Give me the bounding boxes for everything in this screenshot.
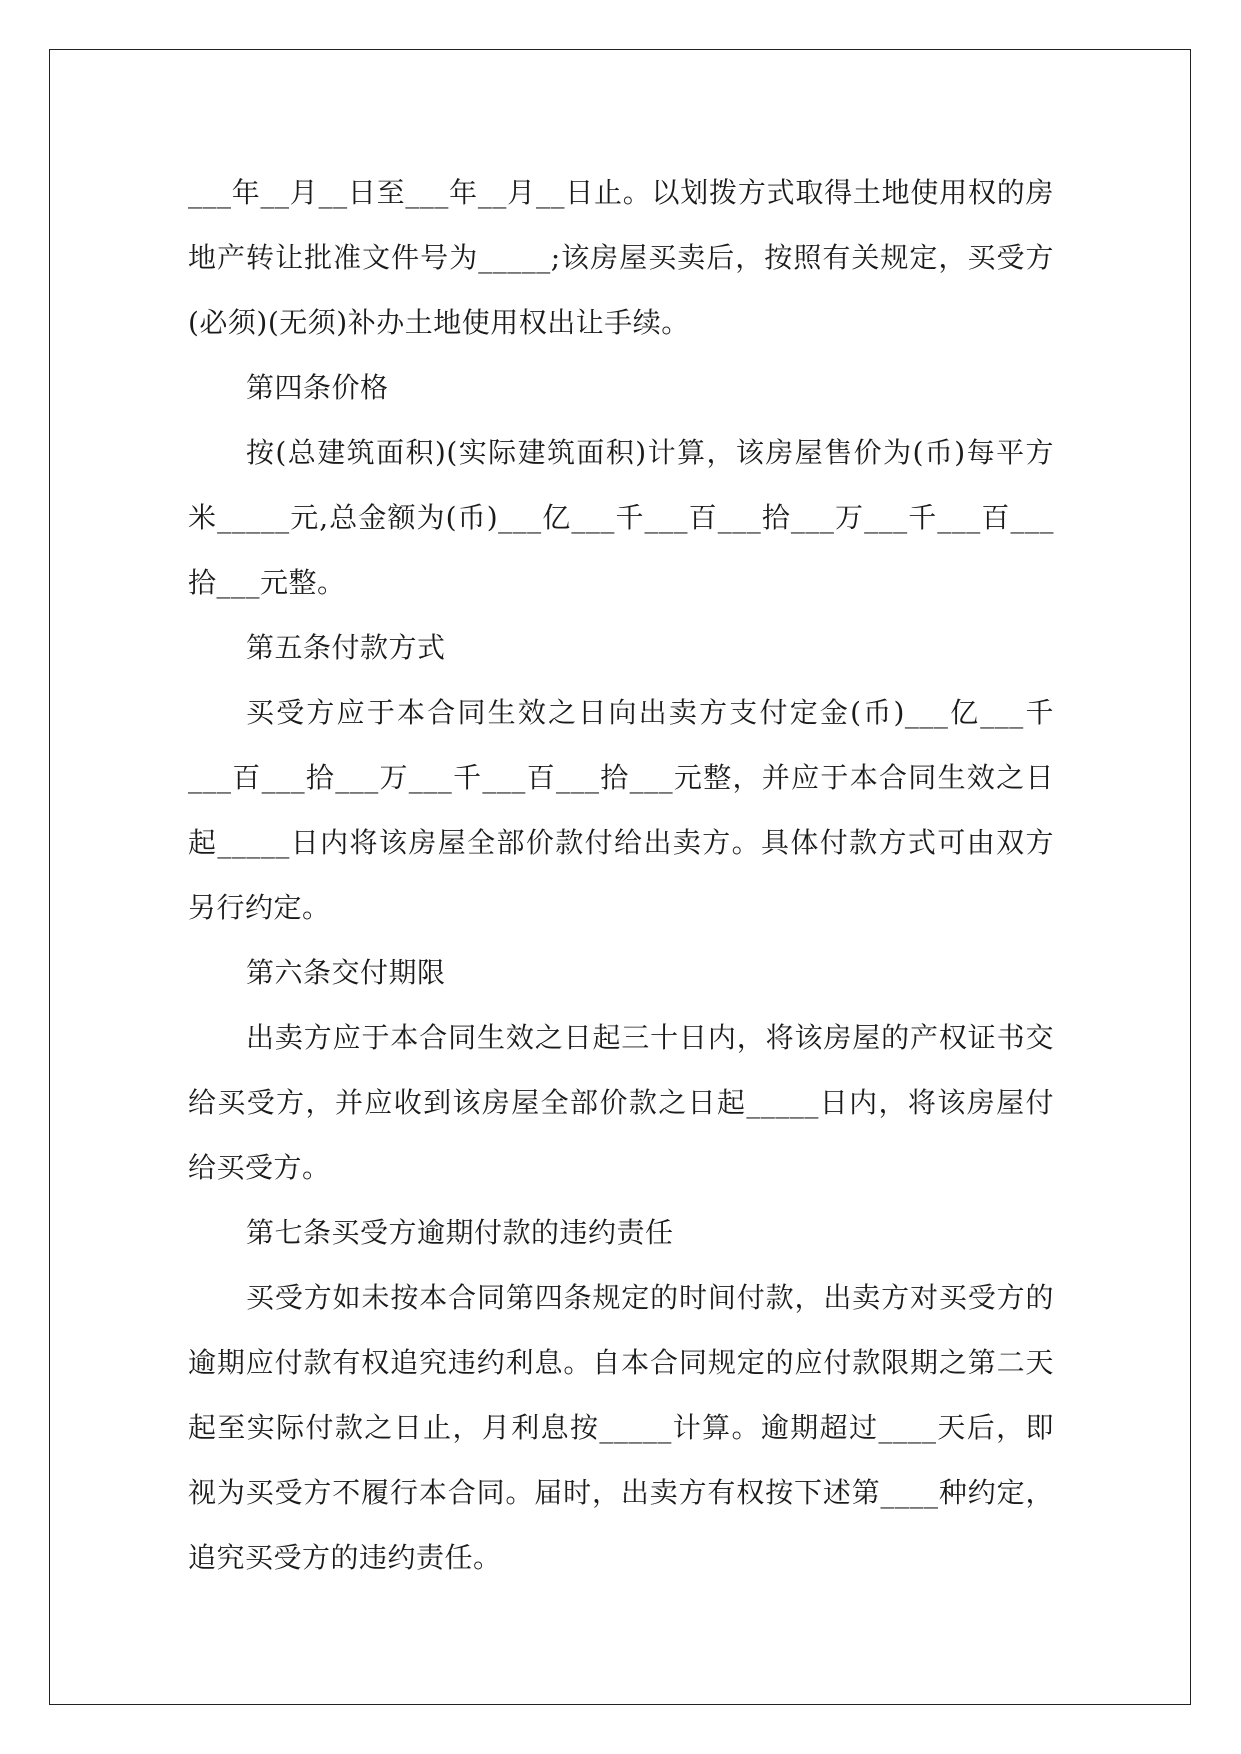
paragraph-line: 给买受方。 <box>188 1151 331 1184</box>
paragraph-line: ___百___拾___万___千___百___拾___元整，并应于本合同生效之日 <box>188 761 1054 794</box>
paragraph-line: 米_____元,总金额为(币)___亿___千___百___拾___万___千___百___ <box>188 501 1054 534</box>
section-heading: 第四条价格 <box>246 371 389 404</box>
paragraph-line: 地产转让批准文件号为_____;该房屋买卖后，按照有关规定，买受方 <box>188 241 1054 274</box>
paragraph-line: 按(总建筑面积)(实际建筑面积)计算，该房屋售价为(币)每平方 <box>246 436 1054 469</box>
paragraph-line: 买受方如未按本合同第四条规定的时间付款，出卖方对买受方的 <box>246 1281 1054 1314</box>
paragraph-line: 追究买受方的违约责任。 <box>188 1541 502 1574</box>
paragraph-line: 起至实际付款之日止，月利息按_____计算。逾期超过____天后，即 <box>188 1411 1054 1444</box>
paragraph-line: 起_____日内将该房屋全部价款付给出卖方。具体付款方式可由双方 <box>188 826 1054 859</box>
paragraph-line: (必须)(无须)补办土地使用权出让手续。 <box>188 306 690 339</box>
paragraph-line: 给买受方，并应收到该房屋全部价款之日起_____日内，将该房屋付 <box>188 1086 1054 1119</box>
paragraph-line: 逾期应付款有权追究违约利息。自本合同规定的应付款限期之第二天 <box>188 1346 1054 1379</box>
paragraph-line: ___年__月__日至___年__月__日止。以划拨方式取得土地使用权的房 <box>188 176 1054 209</box>
section-heading: 第七条买受方逾期付款的违约责任 <box>246 1216 674 1249</box>
section-heading: 第六条交付期限 <box>246 956 446 989</box>
paragraph-line: 另行约定。 <box>188 891 331 924</box>
document-body <box>188 160 1054 1590</box>
paragraph-line: 买受方应于本合同生效之日向出卖方支付定金(币)___亿___千 <box>246 696 1054 729</box>
section-heading: 第五条付款方式 <box>246 631 446 664</box>
paragraph-line: 视为买受方不履行本合同。届时，出卖方有权按下述第____种约定， <box>188 1476 1054 1509</box>
paragraph-line: 拾___元整。 <box>188 566 346 599</box>
paragraph-line: 出卖方应于本合同生效之日起三十日内，将该房屋的产权证书交 <box>246 1021 1054 1054</box>
